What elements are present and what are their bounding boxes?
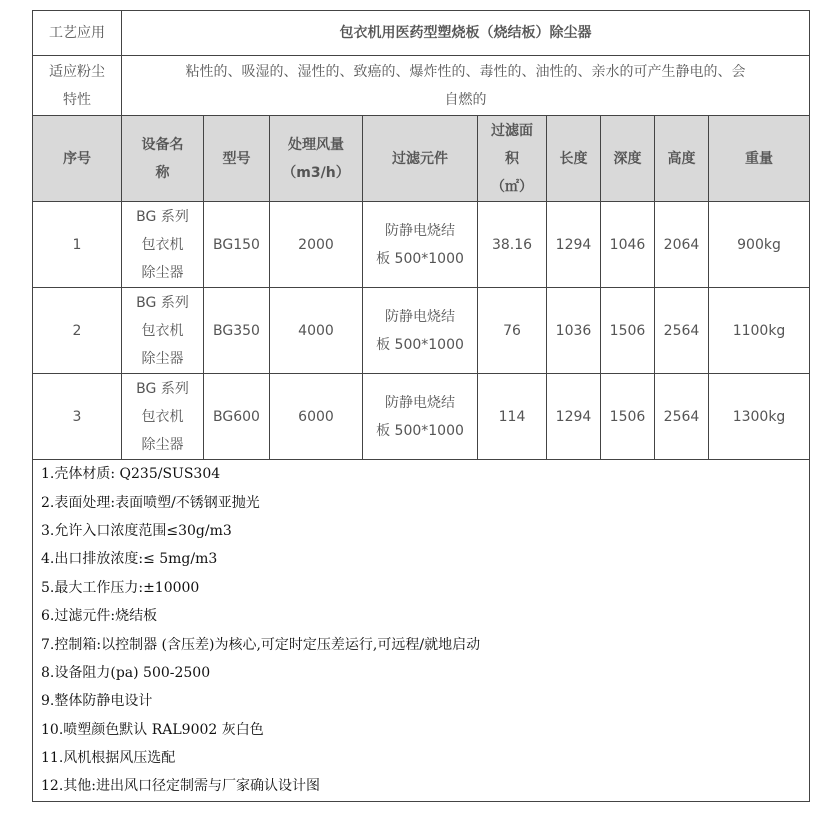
row-weight: 1300kg [709, 374, 810, 460]
notes-list [33, 460, 810, 802]
row-length: 1294 [547, 202, 601, 288]
powder-row [33, 56, 810, 116]
row-area: 76 [478, 288, 547, 374]
note-item: 8.设备阻力(pa) 500-2500 [41, 664, 211, 681]
powder-label-line2: 特性 [63, 91, 91, 108]
header-row [33, 116, 810, 202]
row-weight: 1100kg [709, 288, 810, 374]
note-item: 7.控制箱:以控制器 (含压差)为核心,可定时定压差运行,可远程/就地启动 [41, 636, 481, 653]
row-name: BG 系列 包衣机 除尘器 [122, 374, 204, 460]
row-weight: 900kg [709, 202, 810, 288]
row-model: BG150 [204, 202, 270, 288]
row-area: 114 [478, 374, 547, 460]
row-model: BG350 [204, 288, 270, 374]
header-seq: 序号 [33, 116, 122, 202]
powder-text-line2: 自燃的 [444, 91, 487, 108]
note-item: 3.允许入口浓度范围≤30g/m3 [41, 522, 232, 539]
note-item: 11.风机根据风压选配 [41, 750, 176, 767]
row-depth: 1506 [601, 288, 655, 374]
row-airflow: 6000 [270, 374, 363, 460]
row-airflow: 4000 [270, 288, 363, 374]
row-length: 1036 [547, 288, 601, 374]
powder-text-line1: 粘性的、吸湿的、湿性的、致癌的、爆炸性的、毒性的、油性的、亲水的可产生静电的、会 [185, 63, 746, 80]
header-depth: 深度 [601, 116, 655, 202]
table-row [33, 374, 810, 460]
powder-label-line1: 适应粉尘 [49, 63, 105, 80]
row-seq: 1 [33, 202, 122, 288]
row-filter: 防静电烧结 板 500*1000 [363, 288, 478, 374]
note-item: 4.出口排放浓度:≤ 5mg/m3 [41, 551, 218, 568]
note-item: 10.喷塑颜色默认 RAL9002 灰白色 [41, 721, 264, 738]
row-length: 1294 [547, 374, 601, 460]
note-item: 12.其他:进出风口径定制需与厂家确认设计图 [41, 778, 320, 795]
process-label: 工艺应用 [33, 11, 122, 56]
header-area: 过滤面 积 （㎡） [478, 116, 547, 202]
header-model: 型号 [204, 116, 270, 202]
row-seq: 3 [33, 374, 122, 460]
row-depth: 1506 [601, 374, 655, 460]
notes-row [33, 460, 810, 802]
row-name: BG 系列 包衣机 除尘器 [122, 288, 204, 374]
row-airflow: 2000 [270, 202, 363, 288]
powder-description [122, 56, 810, 116]
note-item: 9.整体防静电设计 [41, 693, 153, 710]
note-item: 5.最大工作压力:±10000 [41, 579, 200, 596]
title-row [33, 11, 810, 56]
row-area: 38.16 [478, 202, 547, 288]
row-seq: 2 [33, 288, 122, 374]
row-filter: 防静电烧结 板 500*1000 [363, 374, 478, 460]
row-filter: 防静电烧结 板 500*1000 [363, 202, 478, 288]
table-row [33, 288, 810, 374]
header-filter: 过滤元件 [363, 116, 478, 202]
header-airflow: 处理风量 （m3/h） [270, 116, 363, 202]
header-length: 长度 [547, 116, 601, 202]
header-weight: 重量 [709, 116, 810, 202]
note-item: 6.过滤元件:烧结板 [41, 608, 158, 625]
header-height: 高度 [655, 116, 709, 202]
spec-table [32, 10, 810, 802]
row-name: BG 系列 包衣机 除尘器 [122, 202, 204, 288]
row-model: BG600 [204, 374, 270, 460]
row-height: 2564 [655, 288, 709, 374]
powder-label [33, 56, 122, 116]
page-title: 包衣机用医药型塑烧板（烧结板）除尘器 [122, 11, 810, 56]
note-item: 2.表面处理:表面喷塑/不锈钢亚抛光 [41, 494, 260, 511]
header-name: 设备名 称 [122, 116, 204, 202]
row-height: 2064 [655, 202, 709, 288]
row-depth: 1046 [601, 202, 655, 288]
note-item: 1.壳体材质: Q235/SUS304 [41, 466, 221, 483]
row-height: 2564 [655, 374, 709, 460]
table-row [33, 202, 810, 288]
